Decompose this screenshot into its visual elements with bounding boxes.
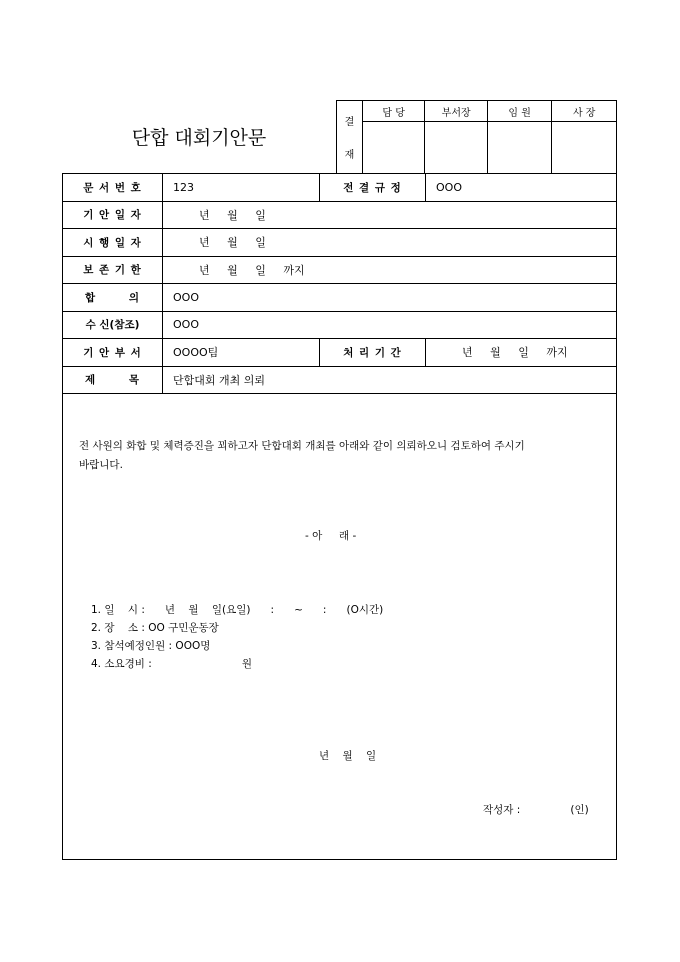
doc-no-label: 문 서 번 호 bbox=[63, 174, 163, 202]
approval-sign-manager[interactable] bbox=[425, 122, 488, 174]
approval-sign-staff[interactable] bbox=[362, 122, 425, 174]
approval-sign-president[interactable] bbox=[552, 122, 617, 174]
author-signature: 작성자 : (인) bbox=[483, 804, 589, 816]
agree-label: 합 의 bbox=[63, 284, 163, 312]
approval-side-cell bbox=[337, 101, 363, 174]
dept-value[interactable]: OOOO팀 bbox=[163, 339, 320, 367]
subject-label: 제 목 bbox=[63, 366, 163, 394]
subject-value[interactable]: 단합대회 개최 의뢰 bbox=[163, 366, 617, 394]
draft-date-value[interactable]: 년 월 일 bbox=[163, 201, 617, 229]
exec-date-label: 시 행 일 자 bbox=[63, 229, 163, 257]
exec-date-value[interactable]: 년 월 일 bbox=[163, 229, 617, 257]
document-info-table bbox=[62, 173, 617, 394]
intro-line-2: 바랍니다. bbox=[79, 459, 123, 471]
recv-value[interactable]: OOO bbox=[163, 311, 617, 339]
agree-value[interactable]: OOO bbox=[163, 284, 617, 312]
approval-col-staff: 담 당 bbox=[362, 101, 425, 122]
approval-side-top: 결 bbox=[344, 117, 355, 128]
approval-side-bottom: 재 bbox=[344, 150, 355, 161]
item-cost: 4. 소요경비 : 원 bbox=[91, 658, 253, 670]
approval-sign-executive[interactable] bbox=[487, 122, 552, 174]
dept-label: 기 안 부 서 bbox=[63, 339, 163, 367]
period-label: 처 리 기 간 bbox=[320, 339, 426, 367]
doc-no-value[interactable]: 123 bbox=[163, 174, 320, 202]
period-value[interactable]: 년 월 일 까지 bbox=[426, 339, 617, 367]
approval-col-manager: 부서장 bbox=[425, 101, 488, 122]
below-heading: - 아 래 - bbox=[305, 530, 357, 542]
approval-col-president: 사 장 bbox=[552, 101, 617, 122]
item-location: 2. 장 소 : OO 구민운동장 bbox=[91, 622, 219, 634]
approval-box bbox=[336, 100, 617, 174]
document-title: 단합 대회기안문 bbox=[131, 126, 267, 149]
keep-period-label: 보 존 기 한 bbox=[63, 256, 163, 284]
keep-period-value[interactable]: 년 월 일 까지 bbox=[163, 256, 617, 284]
draft-date-label: 기 안 일 자 bbox=[63, 201, 163, 229]
body-date: 년 월 일 bbox=[319, 750, 377, 762]
document-body bbox=[62, 393, 617, 860]
rule-value[interactable]: OOO bbox=[426, 174, 617, 202]
intro-line-1: 전 사원의 화합 및 체력증진을 꾀하고자 단합대회 개최를 아래와 같이 의뢰하오니 검토하여 주시기 bbox=[79, 440, 525, 452]
item-attendees: 3. 참석예정인원 : OOO명 bbox=[91, 640, 211, 652]
recv-label: 수 신(참조) bbox=[63, 311, 163, 339]
rule-label: 전 결 규 정 bbox=[320, 174, 426, 202]
item-datetime: 1. 일 시 : 년 월 일(요일) : ~ : (O시간) bbox=[91, 604, 384, 616]
approval-col-executive: 임 원 bbox=[487, 101, 552, 122]
